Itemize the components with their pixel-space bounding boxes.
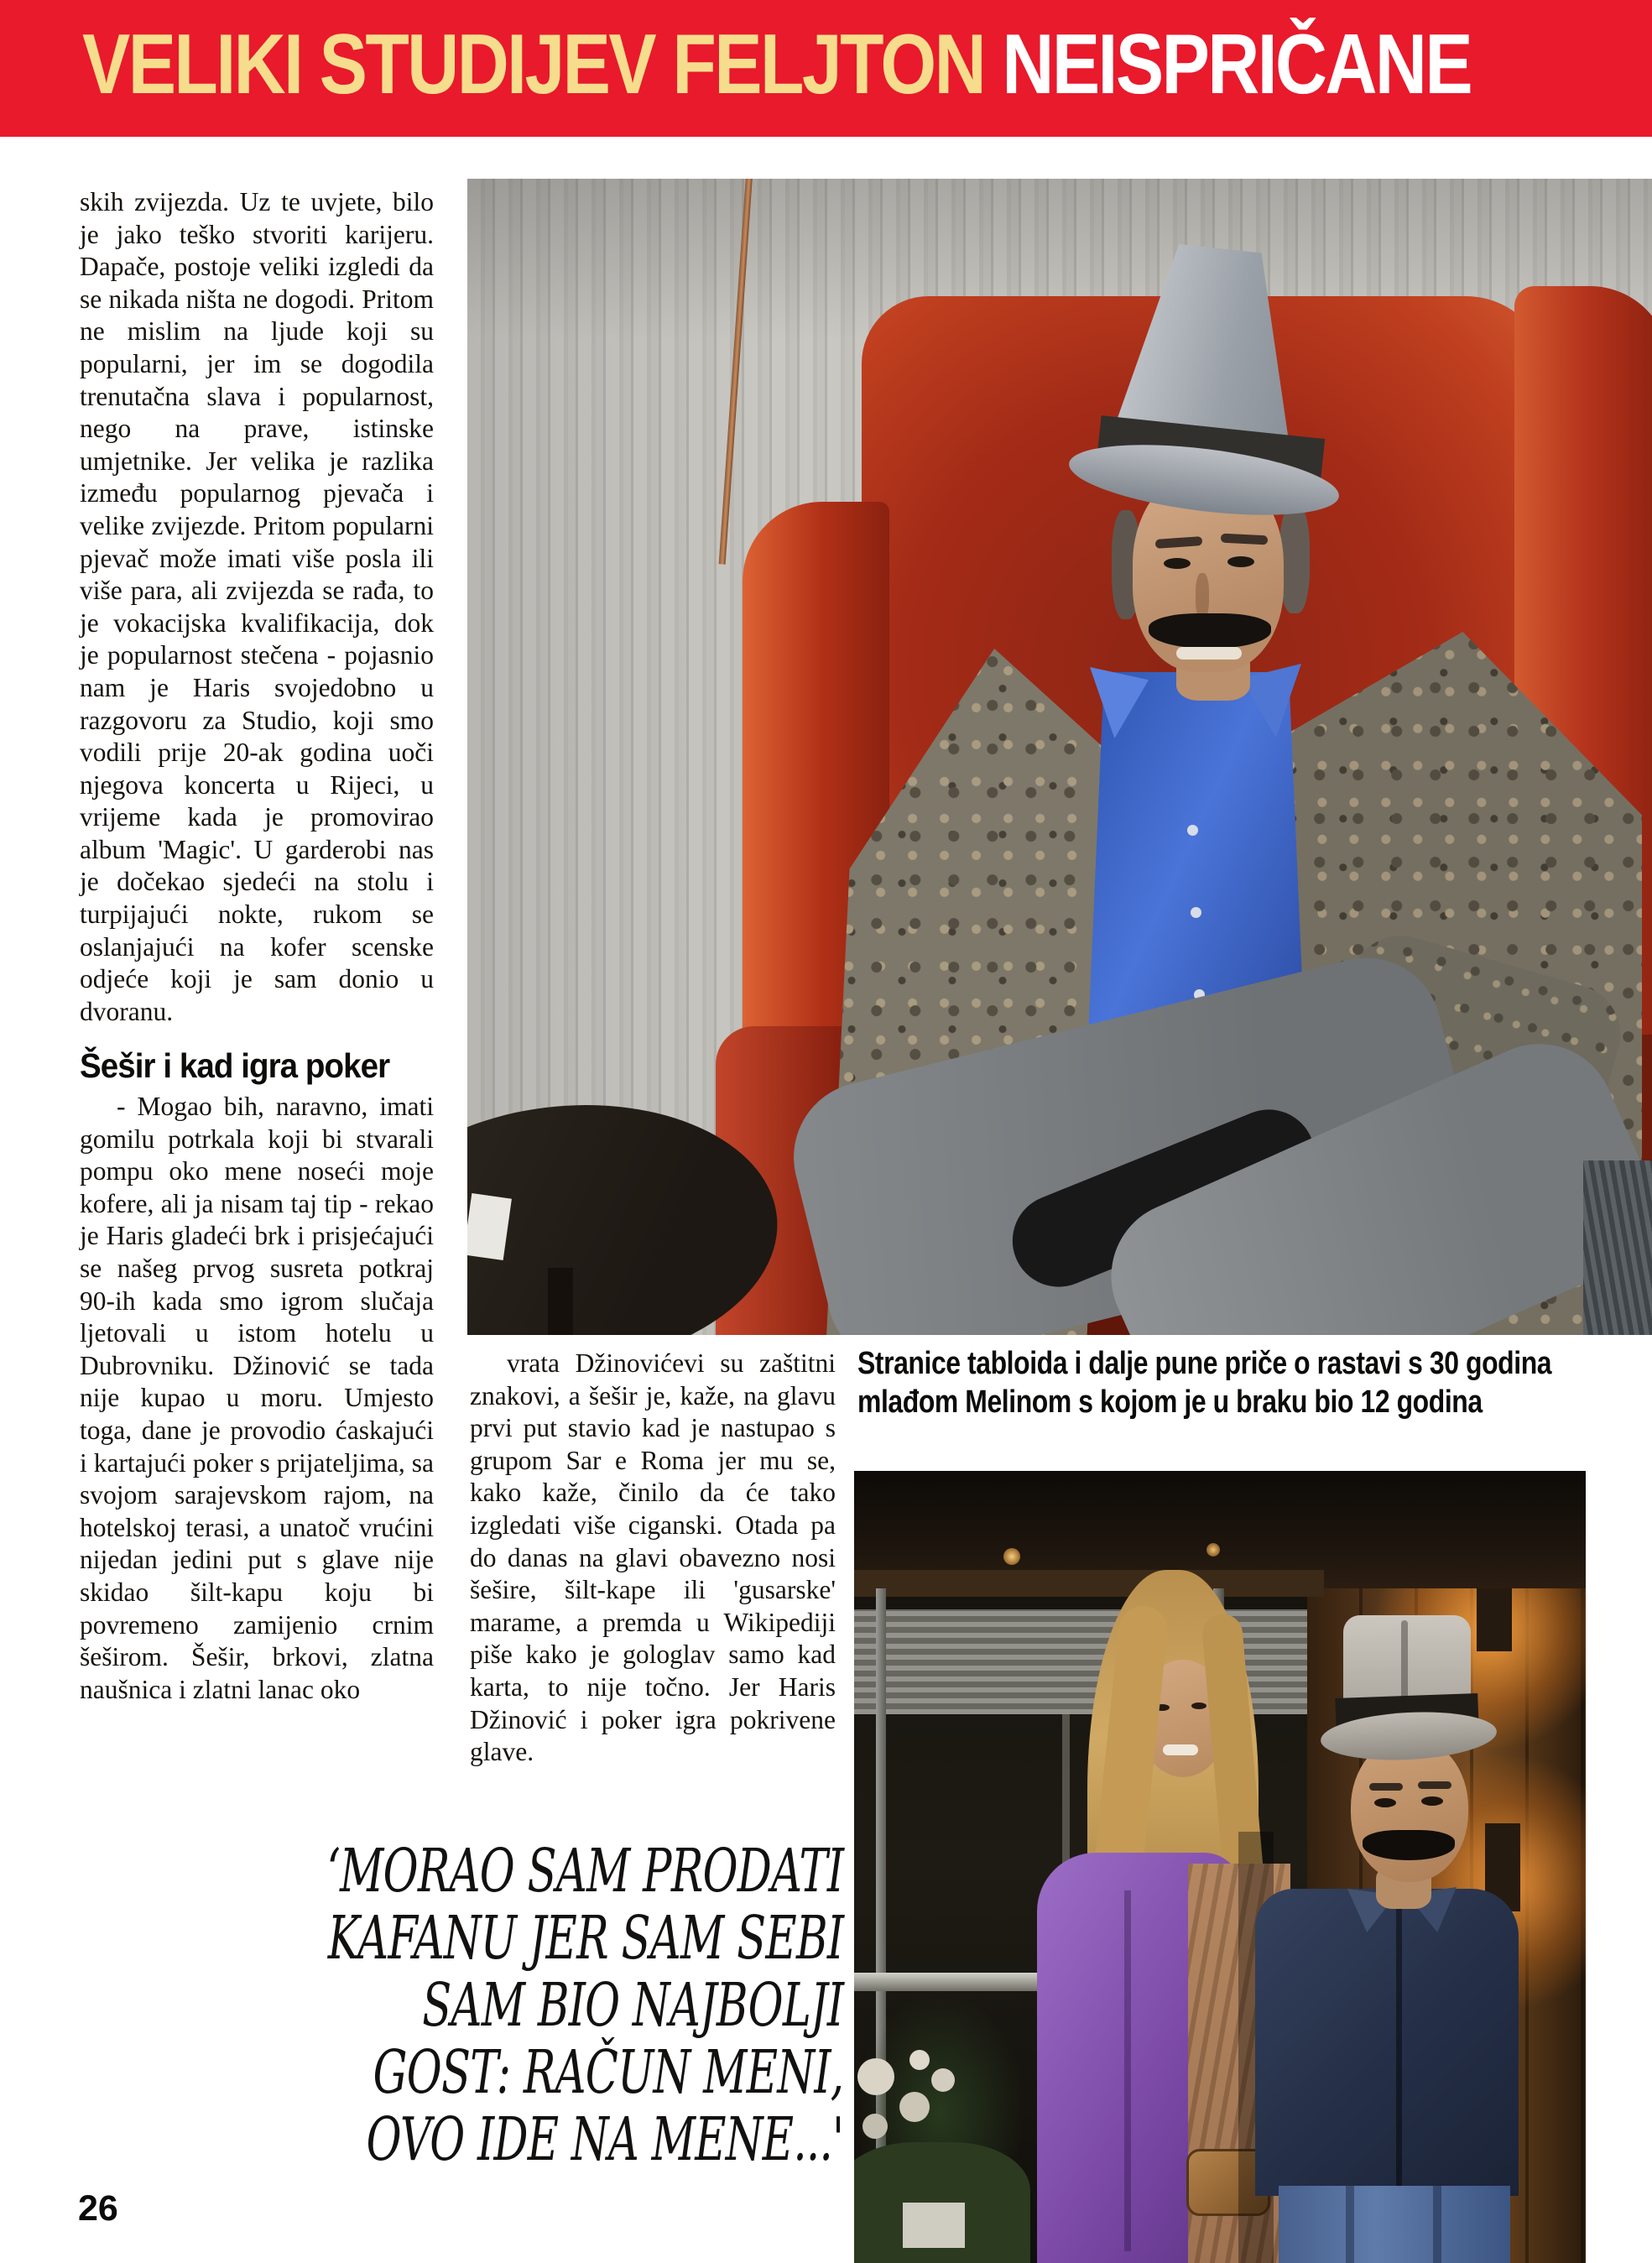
downlight: [1003, 1548, 1020, 1565]
eye-left: [1164, 558, 1191, 569]
woman-eye: [1191, 1702, 1206, 1709]
flower-sign-card: [903, 2203, 965, 2248]
middle-column: [470, 1348, 836, 1769]
man-eye: [1374, 1798, 1396, 1807]
man-eyebrow: [1418, 1781, 1451, 1789]
mustache: [1149, 613, 1271, 649]
cape-fold-line: [1124, 1890, 1131, 2251]
white-flower: [899, 2092, 930, 2122]
photo-caption: [857, 1344, 1652, 1421]
body-paragraph: skih zvijezda. Uz te uvjete, bilo je jako teško stvoriti karijeru. Dapače, postoje veliki izgledi da se nikada ništa ne dogodi. Pritom ne mislim na ljude koji su popularni, jer im se dogodila trenutačna slava i popularnost, nego na prave, istinske umjetnike. Jer velika je razlika između popularnog pjevača i velike zvijezde. Pritom popularni pjevač može imati više posla ili više para, ali zvijezda se rađa, to je vokacijska kvalifikacija, dok je popularnost stečena - pojasnio nam je Haris svojedobno u razgovoru za Studio, koji smo vodili prije 20-ak godina uoči njegova koncerta u Rijeci, u vrijeme kada je promovirao album 'Magic'. U garderobi nas je dočekao sjedeći na stolu i turpijajući nokte, rukom se oslanjajući na kofer scenske odjeće koji je sam donio u dvoranu.: [80, 187, 434, 1026]
left-column: [80, 186, 434, 1706]
pull-quote-line: KAFANU JER SAM SEBI: [327, 1903, 843, 1973]
man-jeans: [1279, 2186, 1510, 2263]
man-mustache: [1363, 1830, 1455, 1860]
white-flower: [909, 2050, 930, 2070]
main-photo: [467, 179, 1652, 1335]
shirt-button: [1191, 907, 1201, 918]
white-flower: [862, 2114, 888, 2139]
white-flower: [931, 2068, 955, 2092]
masthead-title-yellow: VELIKI STUDIJEV FELJTON: [82, 18, 985, 112]
pull-quote-line: GOST: RAČUN MENI,: [373, 2037, 844, 2107]
jeans-crease: [1433, 2186, 1441, 2263]
man-eyebrow: [1369, 1783, 1403, 1791]
page-number: 26: [78, 2188, 118, 2229]
eye-right: [1227, 556, 1254, 567]
body-paragraph: - Mogao bih, naravno, imati gomilu potrkala koji bi stvarali pompu oko mene noseći moje kofere, ali ja nisam taj tip - rekao je Haris gladeći brk i prisjećajući se našeg prvog susreta potkraj 90-ih kada smo igrom slučaja ljetovali u istom hotelu u Dubrovniku. Džinović se tada nije kupao u moru. Umjesto toga, dane je provodio ćaskajući i kartajući poker s prijateljima, sa svojom sarajevskom rajom, na hotelskoj terasi, a unatoč vrućini nijedan jedini put s glave nije skidao šilt-kapu koju bi povremeno zamijenio crnim šeširom. Šešir, brkovi, zlatna naušnica i zlatni lanac oko: [80, 1092, 434, 1704]
pull-quote-line: OVO IDE NA MENE...': [366, 2104, 843, 2174]
masthead-band: [0, 0, 1652, 137]
man-shirt-placket: [1396, 1907, 1402, 2193]
woman-smile: [1163, 1744, 1198, 1755]
table-leg: [548, 1268, 573, 1335]
shirt-button: [1187, 825, 1198, 836]
body-paragraph: vrata Džinovićevi su zaštitni znakovi, a šešir je, kaže, na glavu prvi put stavio kad je nastupao s grupom Sar e Roma jer mu se, kako kaže, činilo da će tako izgledati više ciganski. Otada pa do danas na glavi obavezno nosi šešire, šilt-kape ili 'gusarske' marame, a premda u Wikipediji piše kako je gologlav samo kad karta, to nije točno. Jer Haris Džinović i poker igra pokrivene glave.: [470, 1348, 836, 1767]
white-flower: [857, 2058, 894, 2095]
downlight: [1206, 1543, 1220, 1556]
pull-quote-line: ‘MORAO SAM PRODATI: [326, 1836, 843, 1906]
man-fedora-crease: [1401, 1620, 1408, 1704]
pull-quote: [326, 1838, 843, 2173]
caption-line: Stranice tabloida i dalje pune priče o rastavi s 30 godina: [857, 1346, 1552, 1381]
masthead-title-white: NEISPRIČANE: [1002, 18, 1472, 112]
pull-quote-line: SAM BIO NAJBOLJI: [421, 1970, 843, 2040]
hair-right-sideburn: [1279, 504, 1310, 613]
canopy-beam: [854, 1570, 1324, 1597]
man-eye: [1421, 1796, 1443, 1806]
mouth-teeth: [1176, 647, 1242, 660]
jeans-crease: [1346, 2186, 1354, 2263]
sock-texture: [1583, 1160, 1652, 1335]
man-navy-shirt: [1255, 1889, 1519, 2196]
section-subheading: Šešir i kad igra poker: [80, 1046, 390, 1086]
nose-shadow: [1196, 573, 1209, 619]
masthead-title: [82, 17, 1471, 113]
caption-line: mlađom Melinom s kojom je u braku bio 12 godina: [857, 1384, 1483, 1420]
bottom-photo: [854, 1471, 1586, 2263]
